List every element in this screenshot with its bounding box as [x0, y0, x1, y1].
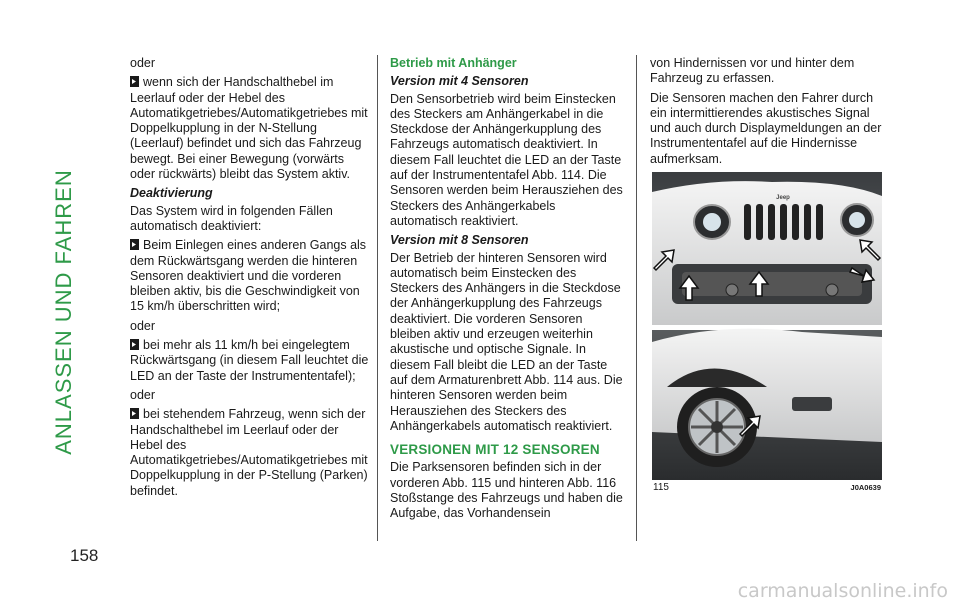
brand-badge: Jeep	[776, 195, 790, 201]
bullet-item	[130, 338, 370, 384]
bullet-text: bei stehendem Fahrzeug, wenn sich der Handschalthebel im Leerlauf oder der Hebel des Automatikgetriebes/Automatikgetriebes mit Doppelkupplung in der P-Stellung (Parken) befindet.	[130, 407, 368, 498]
text-column-1	[130, 56, 370, 503]
paragraph: oder	[130, 56, 156, 70]
bullet-text: Beim Einlegen eines anderen Gangs als dem Rückwärtsgang werden die hinteren Sensoren deaktiviert und die vorderen bleiben aktiv, bis die Geschwindigkeit von 15 km/h überschritten wird;	[130, 238, 367, 314]
subheading-version-4: Version mit 4 Sensoren	[390, 74, 529, 89]
side-section-title: ANLASSEN UND FAHREN	[51, 169, 76, 455]
bullet-icon	[130, 408, 139, 419]
paragraph: oder	[130, 318, 156, 333]
bullet-icon	[130, 239, 139, 250]
watermark: carmanualsonline.info	[737, 580, 948, 602]
text-column-3	[650, 56, 882, 171]
bullet-item	[130, 238, 370, 314]
column-divider	[636, 55, 637, 541]
bullet-icon	[130, 339, 139, 350]
paragraph: von Hindernissen vor und hinter dem Fahrzeug zu erfassen.	[650, 56, 855, 86]
paragraph: Das System wird in folgenden Fällen automatisch deaktiviert:	[130, 203, 333, 233]
bullet-item	[130, 75, 370, 182]
car-front-illustration	[652, 172, 882, 480]
subheading-deaktivierung: Deaktivierung	[130, 186, 213, 201]
bullet-text: wenn sich der Handschalthebel im Leerlauf oder der Hebel des Automatikgetriebes/Automatikgetriebes mit Doppelkupplung in der N-Stellung (Leerlauf) befindet und sich das Fahrzeug bewegt. Bei einer Bewegung (vorwärts oder rückwärts) bleibt das System aktiv.	[130, 75, 368, 182]
figure-parking-sensors	[652, 172, 882, 480]
section-heading-12-sensoren: VERSIONEN MIT 12 SENSOREN	[390, 442, 600, 458]
subheading-version-8: Version mit 8 Sensoren	[390, 233, 529, 248]
bullet-text: bei mehr als 11 km/h bei eingelegtem Rückwärtsgang (in diesem Fall leuchtet die LED an der Taste der Instrumententafel);	[130, 338, 369, 383]
paragraph: oder	[130, 387, 156, 402]
page-number: 158	[70, 546, 99, 565]
text-column-2	[390, 56, 625, 526]
paragraph: Die Parksensoren befinden sich in der vorderen Abb. 115 und hinteren Abb. 116 Stoßstange des Fahrzeugs und haben die Aufgabe, das Vorhandensein	[390, 460, 623, 521]
bullet-item	[130, 407, 370, 499]
paragraph: Der Betrieb der hinteren Sensoren wird automatisch beim Einstecken des Steckers des Anhängers in die Steckdose der Anhängerkupplung des Fahrzeugs deaktiviert. Die vorderen Sensoren bleiben aktiv und erzeugen weiterhin akustische und optische Signale. In diesem Fall bleibt die LED an der Taste auf dem Armaturenbrett Abb. 114 aus. Die hinteren Sensoren werden beim Herausziehen des Steckers des Anhängerkabels automatisch reaktiviert.	[390, 250, 623, 433]
figure-code: J0A0639	[850, 483, 881, 492]
paragraph: Den Sensorbetrieb wird beim Einstecken des Steckers am Anhängerkabel in die Steckdose der Anhängerkupplung des Fahrzeugs automatisch deaktiviert. In diesem Fall leuchtet die LED an der Taste auf der Instrumententafel Abb. 114. Die Sensoren werden beim Herausziehen des Steckers des Anhängerkabels automatisch reaktiviert.	[390, 91, 623, 228]
paragraph: Die Sensoren machen den Fahrer durch ein intermittierendes akustisches Signal und auch durch Displaymeldungen an der Instrumententafel auf die Hindernisse aufmerksam.	[650, 90, 882, 166]
heading-betrieb-mit-anhaenger: Betrieb mit Anhänger	[390, 56, 517, 70]
bullet-icon	[130, 76, 139, 87]
figure-number: 115	[653, 482, 669, 493]
column-divider	[377, 55, 378, 541]
